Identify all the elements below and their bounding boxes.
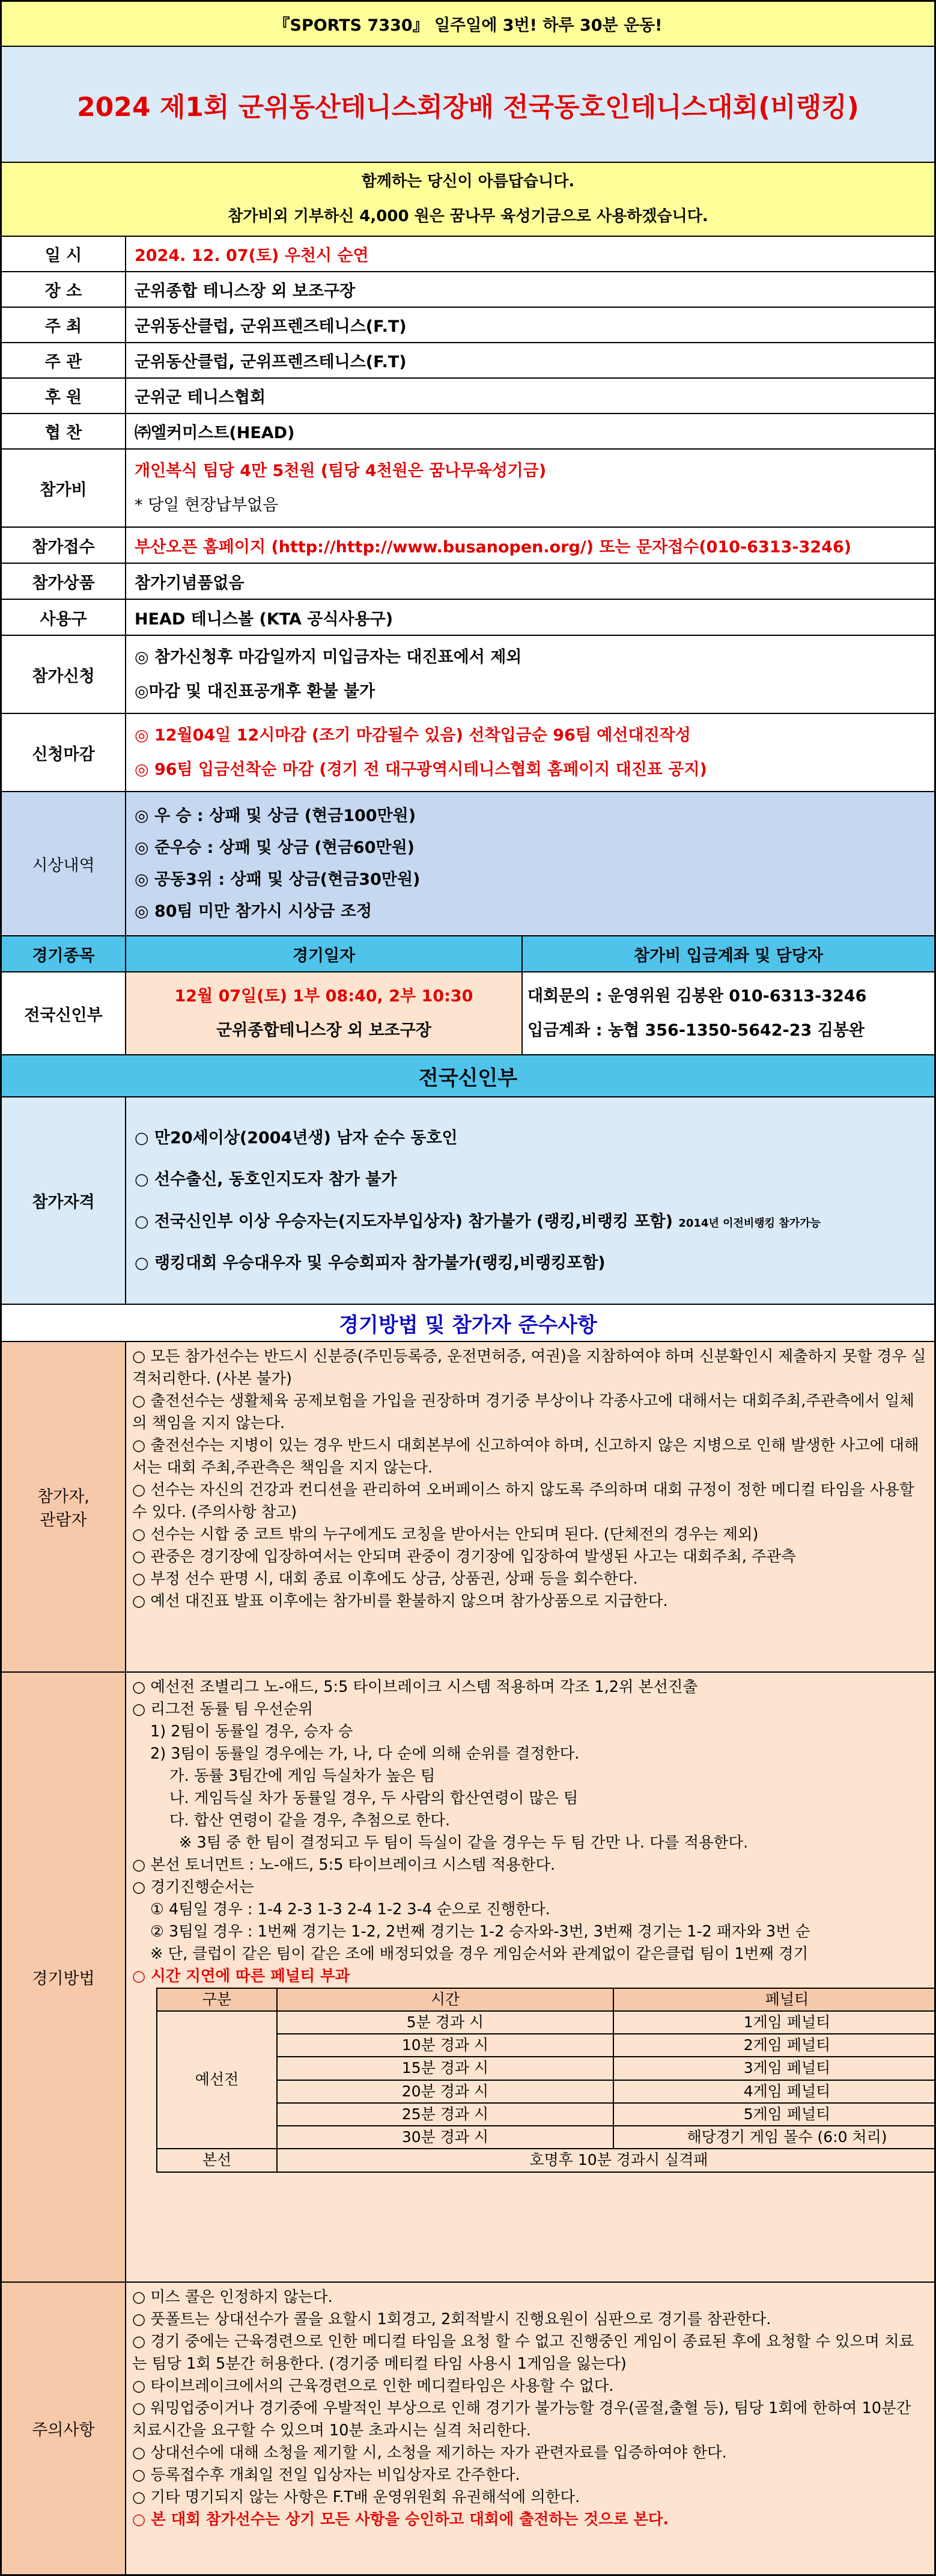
penalty-title: ○ 시간 지연에 따른 페널티 부과: [132, 1967, 350, 1985]
caution-item: ○ 타이브레이크에서의 근육경련으로 인한 메디컬타임은 사용할 수 없다.: [132, 2376, 614, 2395]
signup-line: ◎ 참가신청후 마감일까지 미입금자는 대진표에서 제외: [135, 647, 522, 667]
penalty-time: 30분 경과 시: [277, 2126, 613, 2149]
penalty-time: 20분 경과 시: [277, 2080, 613, 2103]
penalty-value: 5게임 페널티: [613, 2103, 934, 2126]
signup-label: 참가신청: [2, 636, 126, 713]
prize-item: ◎ 80팀 미만 참가시 시상금 조정: [135, 902, 372, 921]
penalty-table: [156, 1988, 934, 2173]
method-item: ○ 본선 토너먼트 : 노-애드, 5:5 타이브레이크 시스템 적용한다.: [132, 1855, 556, 1874]
method-row: [2, 1673, 934, 2283]
method-item: ② 3팀일 경우 : 1번째 경기는 1-2, 2번째 경기는 1-2 승자와-3번, 3번째 경기는 1-2 패자와 3번 순: [150, 1922, 810, 1941]
info-row-date: [2, 237, 934, 272]
fee-value: [126, 450, 934, 526]
penalty-value: 4게임 페널티: [613, 2080, 934, 2103]
event-account: 입금계좌 : 농협 356-1350-5642-23 김봉완: [527, 1021, 865, 1040]
method-item: ※ 단, 클럽이 같은 팀이 같은 조에 배정되었을 경우 게임순서와 관계없이 같은클럽 팀이 1번째 경기: [150, 1944, 809, 1963]
apply-row: [2, 528, 934, 564]
caution-row: [2, 2283, 934, 2574]
info-label: 주 최: [2, 308, 126, 342]
ball-row: [2, 600, 934, 636]
event-name: 전국신인부: [2, 972, 126, 1054]
caution-item: ○ 등록접수후 개최일 전일 입상자는 비입상자로 간주한다.: [132, 2465, 520, 2484]
fee-note: * 당일 현장납부없음: [135, 496, 279, 514]
rule-item: ○ 선수는 시합 중 코트 밖의 누구에게도 코칭을 받아서는 안되며 된다. (단체전의 경우는 제외): [132, 1525, 759, 1543]
penalty-time: 10분 경과 시: [277, 2034, 613, 2057]
qualification-list: [126, 1097, 934, 1304]
event-header-row: [2, 936, 934, 972]
method-item: ○ 예선전 조별리그 노-애드, 5:5 타이브레이크 시스템 적용하며 각조 1,2위 본선진출: [132, 1678, 698, 1696]
penalty-time: 25분 경과 시: [277, 2103, 613, 2126]
rule-item: ○ 출전선수는 생활체육 공제보험을 가입을 권장하며 경기중 부상이나 각종사고에 대해서는 대회주최,주관측에서 일체의 책임을 지지 않는다.: [132, 1391, 914, 1432]
rule-item: ○ 선수는 자신의 건강과 컨디션을 관리하여 오버페이스 하지 않도록 주의하며 대회 규정이 정한 메디컬 타임을 사용할 수 있다. (주의사항 참고): [132, 1480, 914, 1521]
penalty-group: 예선전: [157, 2011, 277, 2149]
info-label: 협 찬: [2, 414, 126, 448]
prize-row: [2, 792, 934, 936]
qualification-label: 참가자격: [2, 1097, 126, 1304]
info-label: 일 시: [2, 237, 126, 271]
qualification-item: ○ 랭킹대회 우승대우자 및 우승회피자 참가불가(랭킹,비랭킹포함): [135, 1253, 606, 1272]
gift-value: 참가기념품없음: [135, 573, 245, 593]
penalty-header: 구분: [157, 1988, 277, 2011]
method-item: 다. 합산 연령이 같을 경우, 추첨으로 한다.: [169, 1811, 451, 1830]
method-item: 2) 3팀이 동률일 경우에는 가, 나, 다 순에 의해 순위를 결정한다.: [150, 1744, 580, 1763]
rule-item: ○ 예선 대진표 발표 이후에는 참가비를 환불하지 않으며 참가상품으로 지급한다.: [132, 1592, 668, 1610]
qualification-item: ○ 선수출신, 동호인지도자 참가 불가: [135, 1170, 397, 1189]
caution-item: ○ 경기 중에는 근육경련으로 인한 메디컬 타임을 요청 할 수 없고 진행중인 게임이 종료된 후에 요청할 수 있으며 치료는 팀당 1회 5분간 허용한다. (경기중 메티컬 타임 사용시 1게임을 잃는다): [132, 2332, 914, 2373]
signup-line: ◎마감 및 대진표공개후 환불 불가: [135, 682, 375, 701]
deadline-value: [126, 714, 934, 791]
event-header-event: 경기종목: [2, 936, 126, 971]
rule-item: ○ 관중은 경기장에 입장하여서는 안되며 관중이 경기장에 입장하여 발생된 사고는 대회주최, 주관측: [132, 1547, 796, 1566]
penalty-header: 시간: [277, 1988, 613, 2011]
info-label: 주 관: [2, 343, 126, 377]
info-row-support: [2, 414, 934, 450]
info-value: 2024. 12. 07(토) 우천시 순연: [135, 246, 369, 265]
penalty-value: 1게임 페널티: [613, 2011, 934, 2034]
penalty-header: 페널티: [613, 1988, 934, 2011]
banner: 『SPORTS 7330』 일주일에 3번! 하루 30분 운동!: [273, 16, 663, 35]
division-title: 전국신인부: [418, 1066, 518, 1090]
page-title: 2024 제1회 군위동산테니스회장배 전국동호인테니스대회(비랭킹): [77, 91, 859, 123]
participants-notes: [126, 1342, 934, 1671]
caution-item: ○ 풋폴트는 상대선수가 콜을 요할시 1회경고, 2회적발시 진행요원이 심판으로 경기를 참관한다.: [132, 2310, 771, 2328]
info-value: 군위군 테니스협회: [135, 388, 266, 407]
event-header-fee: 참가비 입금계좌 및 담당자: [633, 946, 824, 965]
penalty-value: 3게임 페널티: [613, 2057, 934, 2080]
fee-label: 참가비: [2, 450, 126, 526]
prize-label: 시상내역: [2, 792, 126, 935]
method-item: ※ 3팀 중 한 팀이 결정되고 두 팀이 득실이 같을 경우는 두 팀 간만 나. 다를 적용한다.: [179, 1833, 749, 1852]
penalty-final-value: 호명후 10분 경과시 실격패: [277, 2149, 934, 2172]
event-row: [2, 972, 934, 1055]
caution-label: 주의사항: [2, 2283, 126, 2574]
info-label: 장 소: [2, 272, 126, 307]
ball-label: 사용구: [2, 600, 126, 635]
penalty-value: 2게임 페널티: [613, 2034, 934, 2057]
apply-link[interactable]: 부산오픈 홈페이지 (http://http://www.busanopen.org/) 또는 문자접수(010-6313-3246): [135, 537, 852, 557]
prize-list: [126, 792, 934, 935]
penalty-value: 해당경기 게임 몰수 (6:0 처리): [613, 2126, 934, 2149]
info-value: ㈜엘커미스트(HEAD): [135, 424, 295, 442]
penalty-final-label: 본선: [157, 2149, 277, 2172]
qualification-item: [135, 1211, 821, 1232]
apply-label: 참가접수: [2, 528, 126, 563]
info-value: 군위동산클럽, 군위프렌즈테니스(F.T): [135, 353, 407, 371]
rules-title-row: [2, 1305, 934, 1342]
signup-value: [126, 636, 934, 713]
greeting-line: 참가비외 기부하신 4,000 원은 꿈나무 육성기금으로 사용하겠습니다.: [228, 207, 708, 225]
division-row: [2, 1055, 934, 1097]
qualification-row: [2, 1097, 934, 1305]
rules-title: 경기방법 및 참가자 준수사항: [339, 1313, 597, 1337]
prize-item: ◎ 준우승 : 상패 및 상금 (현금60만원): [135, 838, 415, 857]
info-row-organizer: [2, 343, 934, 379]
method-item: 1) 2팀이 동률일 경우, 승자 승: [150, 1722, 353, 1741]
qualification-note: 2014년 이전비랭킹 참가가능: [678, 1216, 821, 1230]
info-row-sponsor: [2, 379, 934, 414]
info-value: 군위종합 테니스장 외 보조구장: [135, 282, 356, 301]
method-item: 가. 동률 3팀간에 게임 득실차가 높은 팀: [169, 1766, 436, 1785]
info-row-place: [2, 272, 934, 308]
deadline-line-a: ◎ 96팀 입금선착순 마감: [135, 760, 320, 779]
event-date-time: 12월 07일(토) 1부 08:40, 2부 10:30: [174, 986, 473, 1006]
event-date: [126, 972, 523, 1054]
caution-item: ○ 미스 콜은 인정하지 않는다.: [132, 2288, 333, 2306]
prize-item: ◎ 우 승 : 상패 및 상금 (현금100만원): [135, 806, 416, 825]
event-header-date: 경기일자: [126, 936, 523, 971]
gift-label: 참가상품: [2, 564, 126, 599]
method-item: ○ 경기진행순서는: [132, 1878, 254, 1896]
caution-item: ○ 기타 명기되지 않는 사항은 F.T배 운영위원회 유권해석에 의한다.: [132, 2488, 580, 2506]
participants-label: 참가자, 관람자: [2, 1342, 126, 1671]
method-label: 경기방법: [2, 1673, 126, 2281]
event-contact: [523, 972, 934, 1054]
rule-item: ○ 출전선수는 지병이 있는 경우 반드시 대회본부에 신고하여야 하며, 신고하지 않은 지병으로 인해 발생한 사고에 대해서는 대회 주최,주관측은 책임을 지지 않는다.: [132, 1436, 919, 1477]
method-notes: [126, 1673, 934, 2281]
rule-item: ○ 부정 선수 판명 시, 대회 종료 이후에도 상금, 상품권, 상패 등을 회수한다.: [132, 1569, 638, 1588]
ball-value: HEAD 테니스볼 (KTA 공식사용구): [135, 609, 394, 629]
info-row-host: [2, 308, 934, 343]
deadline-line: [135, 759, 707, 780]
banner-row: [2, 2, 934, 47]
prize-item: ◎ 공동3위 : 상패 및 상금(현금30만원): [135, 870, 421, 889]
method-item: ○ 리그전 동률 팀 우선순위: [132, 1700, 314, 1718]
qualification-item: ○ 만20세이상(2004년생) 남자 순수 동호인: [135, 1129, 458, 1148]
greeting-row: [2, 163, 934, 237]
fee-row: [2, 450, 934, 528]
method-item: 나. 게임득실 차가 동률일 경우, 두 사람의 합산연령이 많은 팀: [169, 1789, 579, 1807]
gift-row: [2, 564, 934, 600]
event-date-place: 군위종합테니스장 외 보조구장: [216, 1021, 431, 1040]
caution-final: ○ 본 대회 참가선수는 상기 모든 사항을 승인하고 대회에 출전하는 것으로 본다.: [132, 2510, 669, 2529]
event-contact-phone: 대회문의 : 운영위원 김봉완 010-6313-3246: [527, 986, 867, 1006]
signup-row: [2, 636, 934, 714]
deadline-label: 신청마감: [2, 714, 126, 791]
deadline-line-b: (경기 전 대구광역시테니스협회 홈페이지 대진표 공지): [319, 760, 707, 779]
deadline-line: ◎ 12월04일 12시마감 (조기 마감될수 있음) 선착입금순 96팀 예선대진작성: [135, 725, 691, 745]
caution-item: ○ 워밍업중이거나 경기중에 우발적인 부상으로 인해 경기가 불가능할 경우(골절,출혈 등), 팀당 1회에 한하여 10분간 치료시간을 요구할 수 있으며 10분 초과시는 실격 처리한다.: [132, 2399, 911, 2440]
caution-notes: [126, 2283, 934, 2574]
qualification-item-text: ○ 전국신인부 이상 우승자는(지도자부입상자) 참가불가 (랭킹,비랭킹 포함): [135, 1212, 673, 1231]
rule-item: ○ 모든 참가선수는 반드시 신분증(주민등록증, 운전면허증, 여권)을 지참하여야 하며 신분확인시 제출하지 못할 경우 실격처리한다. (사본 불가): [132, 1348, 926, 1388]
info-value: 군위동산클럽, 군위프렌즈테니스(F.T): [135, 317, 407, 336]
penalty-time: 15분 경과 시: [277, 2057, 613, 2080]
caution-item: ○ 상대선수에 대해 소청을 제기할 시, 소청을 제기하는 자가 관련자료를 입증하여야 한다.: [132, 2443, 727, 2462]
title-row: [2, 47, 934, 163]
fee-line: 개인복식 팀당 4만 5천원 (팀당 4천원은 꿈나무육성기금): [135, 461, 547, 480]
deadline-row: [2, 714, 934, 792]
method-item: ① 4팀일 경우 : 1-4 2-3 1-3 2-4 1-2 3-4 순으로 진행한다.: [150, 1900, 550, 1918]
info-label: 후 원: [2, 379, 126, 413]
greeting-line: 함께하는 당신이 아름답습니다.: [361, 172, 575, 191]
participants-row: [2, 1342, 934, 1673]
greeting: [2, 163, 934, 236]
penalty-time: 5분 경과 시: [277, 2011, 613, 2034]
